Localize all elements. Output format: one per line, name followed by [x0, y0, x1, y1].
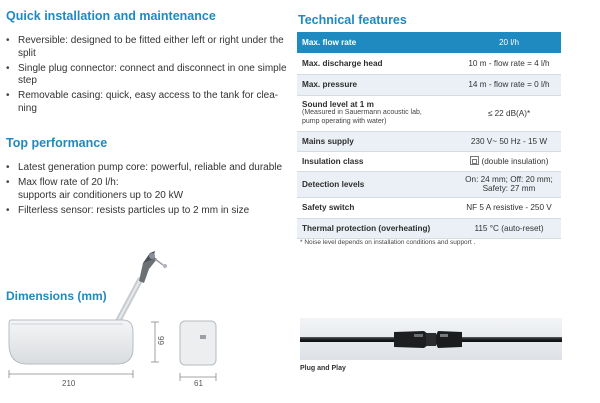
noise-footnote: * Noise level depends on installation conditions and support . — [300, 239, 476, 246]
technical-table — [297, 32, 561, 239]
table-row — [297, 131, 561, 151]
table-row — [297, 171, 561, 197]
sound-level-label: Sound level at 1 m — [302, 100, 374, 109]
list-item-line: • Max flow rate of 20 l/h: — [18, 177, 119, 188]
list-item-line: • Removable casing: quick, easy access to the tank for clea- — [18, 90, 279, 101]
dimension-height-label: 66 — [156, 336, 166, 345]
table-cell-value: ≤ 22 dB(A)* — [457, 95, 561, 131]
list-item — [6, 63, 288, 88]
list-item-line: split — [18, 47, 36, 59]
insulation-value: (double insulation) — [481, 157, 549, 166]
table-cell-label: Max. flow rate — [302, 38, 357, 47]
plug-and-play-caption: Plug and Play — [300, 365, 346, 372]
dimension-depth-label: 61 — [194, 379, 203, 388]
installation-heading: Quick installation and maintenance — [6, 9, 216, 23]
table-row — [297, 95, 561, 131]
dimensions-heading: Dimensions (mm) — [6, 289, 107, 303]
table-row — [297, 151, 561, 171]
installation-list — [6, 35, 288, 118]
table-cell-label: Safety switch — [297, 197, 457, 218]
technical-heading: Technical features — [298, 13, 407, 27]
sound-level-note: (Measured in Sauermann acoustic lab, — [302, 109, 422, 116]
table-cell-value — [457, 151, 561, 171]
performance-heading: Top performance — [6, 136, 108, 150]
list-item — [6, 205, 288, 218]
table-cell-label: Thermal protection (overheating) — [297, 218, 457, 238]
list-item-line: supports air conditioners up to 20 kW — [18, 189, 184, 201]
performance-list — [6, 162, 288, 220]
table-cell-value: 230 V~ 50 Hz - 15 W — [457, 131, 561, 151]
list-item — [6, 162, 288, 175]
pump-front-view — [5, 312, 165, 397]
table-row — [297, 218, 561, 238]
table-cell-value: 14 m - flow rate = 0 l/h — [457, 74, 561, 95]
dimension-width-label: 210 — [62, 379, 76, 388]
table-cell-label: Max. pressure — [297, 74, 457, 95]
table-cell-value: 10 m - flow rate = 4 l/h — [457, 53, 561, 74]
table-cell-label — [297, 95, 457, 131]
list-item-line: step — [18, 75, 37, 86]
list-item — [6, 90, 288, 115]
detection-line: On: 24 mm; Off: 20 mm; — [465, 174, 553, 184]
plug-connector-photo — [300, 318, 562, 360]
double-insulation-icon — [470, 156, 479, 165]
table-cell-value — [457, 171, 561, 197]
table-row — [297, 32, 561, 53]
table-cell-value: 20 l/h — [498, 38, 520, 47]
list-item-line: • Filterless sensor: resists particles up to 2 mm in size — [18, 204, 250, 216]
table-row — [297, 74, 561, 95]
table-cell-value: NF 5 A resistive - 250 V — [457, 197, 561, 218]
table-cell-label: Mains supply — [297, 131, 457, 151]
detection-line: Safety: 27 mm — [482, 184, 536, 193]
list-item-line: • Reversible: designed to be fitted either left or right under the — [18, 35, 284, 46]
list-item-line: • Latest generation pump core: powerful, reliable and durable — [18, 162, 283, 173]
table-row — [297, 197, 561, 218]
table-cell-label: Max. discharge head — [297, 53, 457, 74]
table-cell-label: Insulation class — [297, 151, 457, 171]
list-item — [6, 35, 288, 60]
sound-level-note: pump operating with water) — [302, 117, 387, 125]
table-row — [297, 53, 561, 74]
table-cell-value: 115 °C (auto-reset) — [457, 218, 561, 238]
list-item-line: • Single plug connector: connect and disconnect in one simple — [18, 62, 287, 74]
table-cell-label: Detection levels — [297, 171, 457, 197]
list-item — [6, 177, 288, 202]
list-item-line: ning — [18, 102, 37, 114]
